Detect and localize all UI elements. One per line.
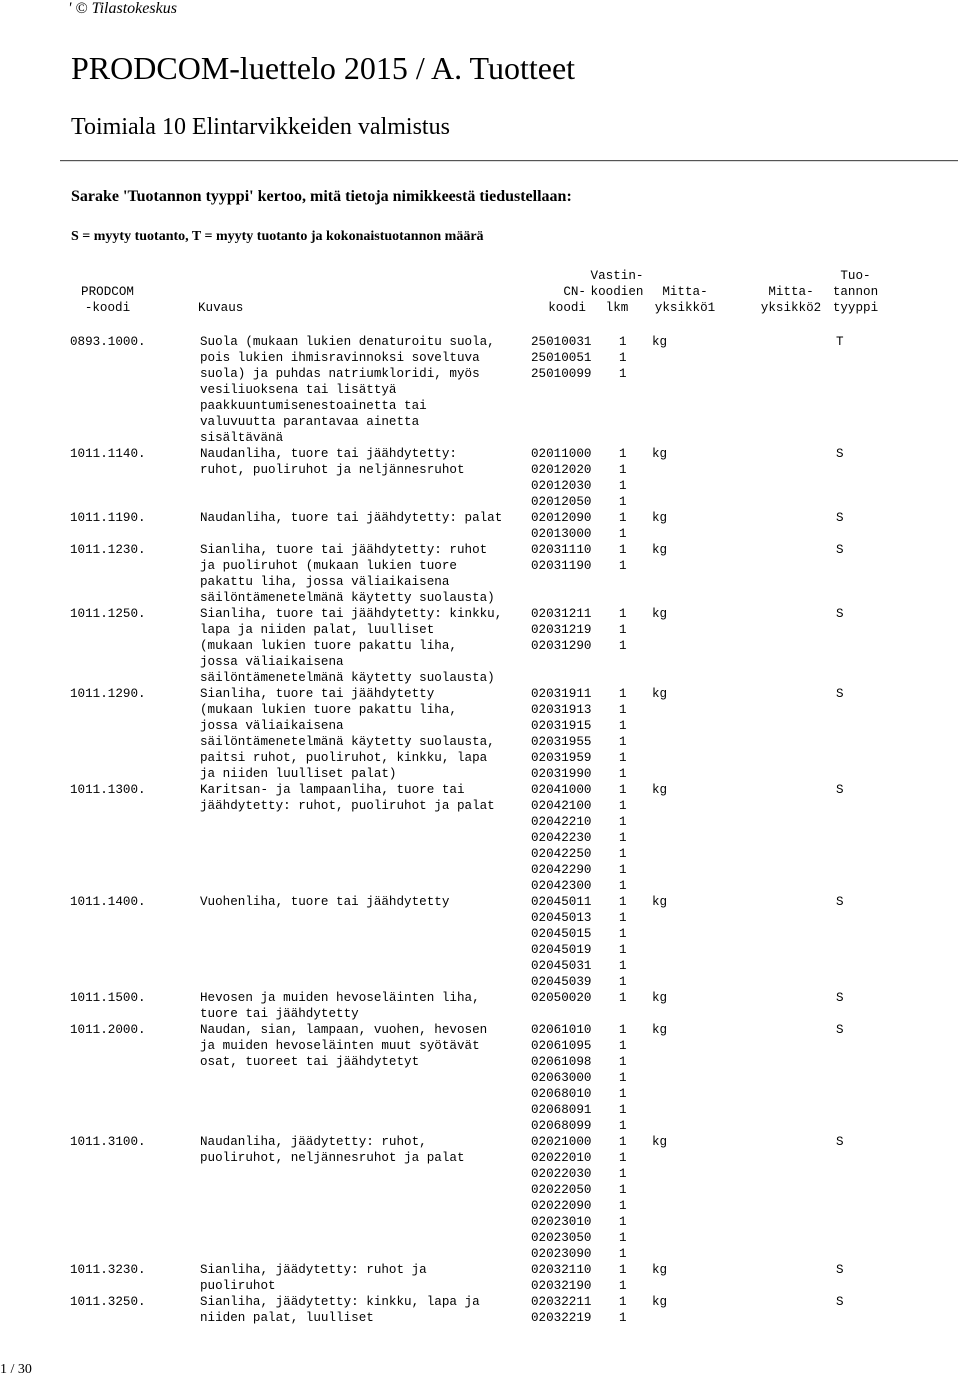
row-code: 1011.1250.: [70, 607, 146, 621]
row-description: Sianliha, tuore tai jäähdytetty: ruhot ja puoliruhot (mukaan lukien tuore pakattu liha, jossa väliaikaisena säilöntämenetelmänä käytetty suolausta): [200, 543, 495, 605]
row-count: 1 1 1 1 1 1 1 1: [619, 1135, 627, 1261]
row-count: 1 1: [619, 1263, 627, 1293]
row-code: 1011.1300.: [70, 783, 146, 797]
row-code: 1011.1500.: [70, 991, 146, 1005]
row-unit1: kg: [652, 511, 668, 525]
row-code: 1011.1230.: [70, 543, 146, 557]
row-code: 1011.3100.: [70, 1135, 146, 1149]
copyright-header: ' © Tilastokeskus: [68, 0, 177, 17]
row-description: Suola (mukaan lukien denaturoitu suola, pois lukien ihmisravinnoksi soveltuva suola) ja puhdas natriumkloridi, myös vesiliuoksena tai lisättyä paakkuuntumisenestoainetta tai valuvuutta parantavaa ainetta sisältävänä: [200, 335, 495, 445]
note-type-legend: S = myyty tuotanto, T = myyty tuotanto ja kokonaistuotannon määrä: [71, 229, 484, 244]
row-unit2: [758, 782, 836, 894]
row-code: 1011.3250.: [70, 1295, 146, 1309]
row-unit2: [758, 894, 836, 990]
table-row: [70, 542, 856, 606]
col-vastin: Vastin- koodien lkm: [590, 269, 644, 315]
row-count: 1 1: [619, 1295, 627, 1325]
row-description: Naudan, sian, lampaan, vuohen, hevosen ja muiden hevoseläinten muut syötävät osat, tuoreet tai jäähdytetyt: [200, 1023, 488, 1069]
table-row: [70, 1262, 856, 1294]
row-unit2: [758, 606, 836, 686]
col-mitta1: Mitta- yksikkö1: [654, 285, 716, 315]
row-cn-codes: 02032110 02032190: [531, 1263, 592, 1293]
table-row: [70, 990, 856, 1022]
row-cn-codes: 02041000 02042100 02042210 02042230 02042250 02042290 02042300: [531, 783, 592, 893]
table-row: [70, 686, 856, 782]
row-description: Vuohenliha, tuore tai jäähdytetty: [200, 895, 450, 909]
row-count: 1 1: [619, 543, 627, 573]
row-unit1: kg: [652, 1263, 668, 1277]
row-cn-codes: 02021000 02022010 02022030 02022050 02022090 02023010 02023050 02023090: [531, 1135, 592, 1261]
row-code: 1011.3230.: [70, 1263, 146, 1277]
col-mitta2: Mitta- yksikkö2: [760, 285, 822, 315]
row-type: S: [836, 447, 844, 461]
row-unit2: [758, 334, 836, 446]
row-cn-codes: 02050020: [531, 991, 592, 1005]
row-description: Naudanliha, jäädytetty: ruhot, puoliruhot, neljännesruhot ja palat: [200, 1135, 465, 1165]
col-kuvaus: Kuvaus: [198, 301, 244, 315]
row-unit1: kg: [652, 991, 668, 1005]
row-unit2: [758, 542, 836, 606]
table-row: [70, 894, 856, 990]
row-description: Sianliha, jäädytetty: kinkku, lapa ja niiden palat, luulliset: [200, 1295, 480, 1325]
row-unit1: kg: [652, 1023, 668, 1037]
note-column-explanation: Sarake 'Tuotannon tyyppi' kertoo, mitä tietoja nimikkeestä tiedustellaan:: [71, 188, 572, 205]
row-type: S: [836, 1295, 844, 1309]
row-code: 1011.1140.: [70, 447, 146, 461]
row-unit2: [758, 1294, 836, 1326]
row-cn-codes: 02045011 02045013 02045015 02045019 02045031 02045039: [531, 895, 592, 989]
row-code: 0893.1000.: [70, 335, 146, 349]
table-row: [70, 606, 856, 686]
row-count: 1 1 1 1: [619, 447, 627, 509]
table-row: [70, 1294, 856, 1326]
row-code: 1011.1190.: [70, 511, 146, 525]
row-cn-codes: 02061010 02061095 02061098 02063000 02068010 02068091 02068099: [531, 1023, 592, 1133]
row-unit2: [758, 1262, 836, 1294]
page-number: 1 / 30: [0, 1362, 32, 1377]
row-cn-codes: 02031110 02031190: [531, 543, 592, 573]
row-unit2: [758, 990, 836, 1022]
page-subtitle: Toimiala 10 Elintarvikkeiden valmistus: [71, 114, 450, 140]
row-count: 1 1 1: [619, 335, 627, 381]
row-description: Sianliha, tuore tai jäähdytetty: kinkku, lapa ja niiden palat, luulliset (mukaan lukien tuore pakattu liha, jossa väliaikaisena säilöntämenetelmänä käytetty suolausta): [200, 607, 503, 685]
row-type: S: [836, 607, 844, 621]
row-count: 1 1 1 1 1 1: [619, 687, 627, 781]
row-count: 1 1 1: [619, 607, 627, 653]
row-unit1: kg: [652, 607, 668, 621]
col-prodcom: PRODCOM -koodi: [81, 285, 134, 315]
row-code: 1011.1400.: [70, 895, 146, 909]
row-unit1: kg: [652, 447, 668, 461]
row-unit1: kg: [652, 895, 668, 909]
table-row: [70, 510, 856, 542]
row-cn-codes: 02032211 02032219: [531, 1295, 592, 1325]
row-code: 1011.1290.: [70, 687, 146, 701]
row-type: S: [836, 783, 844, 797]
row-unit2: [758, 1134, 836, 1262]
row-cn-codes: 25010031 25010051 25010099: [531, 335, 592, 381]
table-row: [70, 446, 856, 510]
row-unit2: [758, 686, 836, 782]
row-type: S: [836, 543, 844, 557]
table-row: [70, 1022, 856, 1134]
row-unit1: kg: [652, 543, 668, 557]
row-count: 1: [619, 991, 627, 1005]
row-type: S: [836, 511, 844, 525]
row-type: S: [836, 1263, 844, 1277]
row-count: 1 1 1 1 1 1 1: [619, 783, 627, 893]
row-unit1: kg: [652, 1295, 668, 1309]
row-count: 1 1 1 1 1 1 1: [619, 1023, 627, 1133]
row-description: Sianliha, jäädytetty: ruhot ja puoliruhot: [200, 1263, 427, 1293]
row-cn-codes: 02011000 02012020 02012030 02012050: [531, 447, 592, 509]
row-unit2: [758, 446, 836, 510]
table-row: [70, 334, 856, 446]
row-unit2: [758, 1022, 836, 1134]
row-description: Karitsan- ja lampaanliha, tuore tai jäähdytetty: ruhot, puoliruhot ja palat: [200, 783, 495, 813]
row-unit2: [758, 510, 836, 542]
row-description: Naudanliha, tuore tai jäähdytetty: palat: [200, 511, 503, 525]
row-cn-codes: 02031211 02031219 02031290: [531, 607, 592, 653]
page-title: PRODCOM-luettelo 2015 / A. Tuotteet: [71, 50, 576, 86]
table-row: [70, 782, 856, 894]
row-type: T: [836, 335, 844, 349]
row-description: Sianliha, tuore tai jäähdytetty (mukaan lukien tuore pakattu liha, jossa väliaikaisena säilöntämenetelmänä käytetty suolausta, paitsi ruhot, puoliruhot, kinkku, lapa ja niiden luulliset palat): [200, 687, 495, 781]
row-type: S: [836, 1023, 844, 1037]
col-tyyppi: Tuo- tannon tyyppi: [832, 269, 879, 315]
col-cn: CN- koodi: [548, 285, 586, 315]
row-unit1: kg: [652, 1135, 668, 1149]
row-type: S: [836, 895, 844, 909]
divider: [60, 160, 958, 162]
row-cn-codes: 02012090 02013000: [531, 511, 592, 541]
row-cn-codes: 02031911 02031913 02031915 02031955 02031959 02031990: [531, 687, 592, 781]
row-count: 1 1 1 1 1 1: [619, 895, 627, 989]
row-count: 1 1: [619, 511, 627, 541]
row-code: 1011.2000.: [70, 1023, 146, 1037]
row-unit1: kg: [652, 687, 668, 701]
row-description: Naudanliha, tuore tai jäähdytetty: ruhot, puoliruhot ja neljännesruhot: [200, 447, 465, 477]
row-type: S: [836, 687, 844, 701]
row-type: S: [836, 1135, 844, 1149]
row-unit1: kg: [652, 335, 668, 349]
prodcom-table: [70, 334, 856, 1326]
row-description: Hevosen ja muiden hevoseläinten liha, tuore tai jäähdytetty: [200, 991, 480, 1021]
table-row: [70, 1134, 856, 1262]
row-type: S: [836, 991, 844, 1005]
row-unit1: kg: [652, 783, 668, 797]
